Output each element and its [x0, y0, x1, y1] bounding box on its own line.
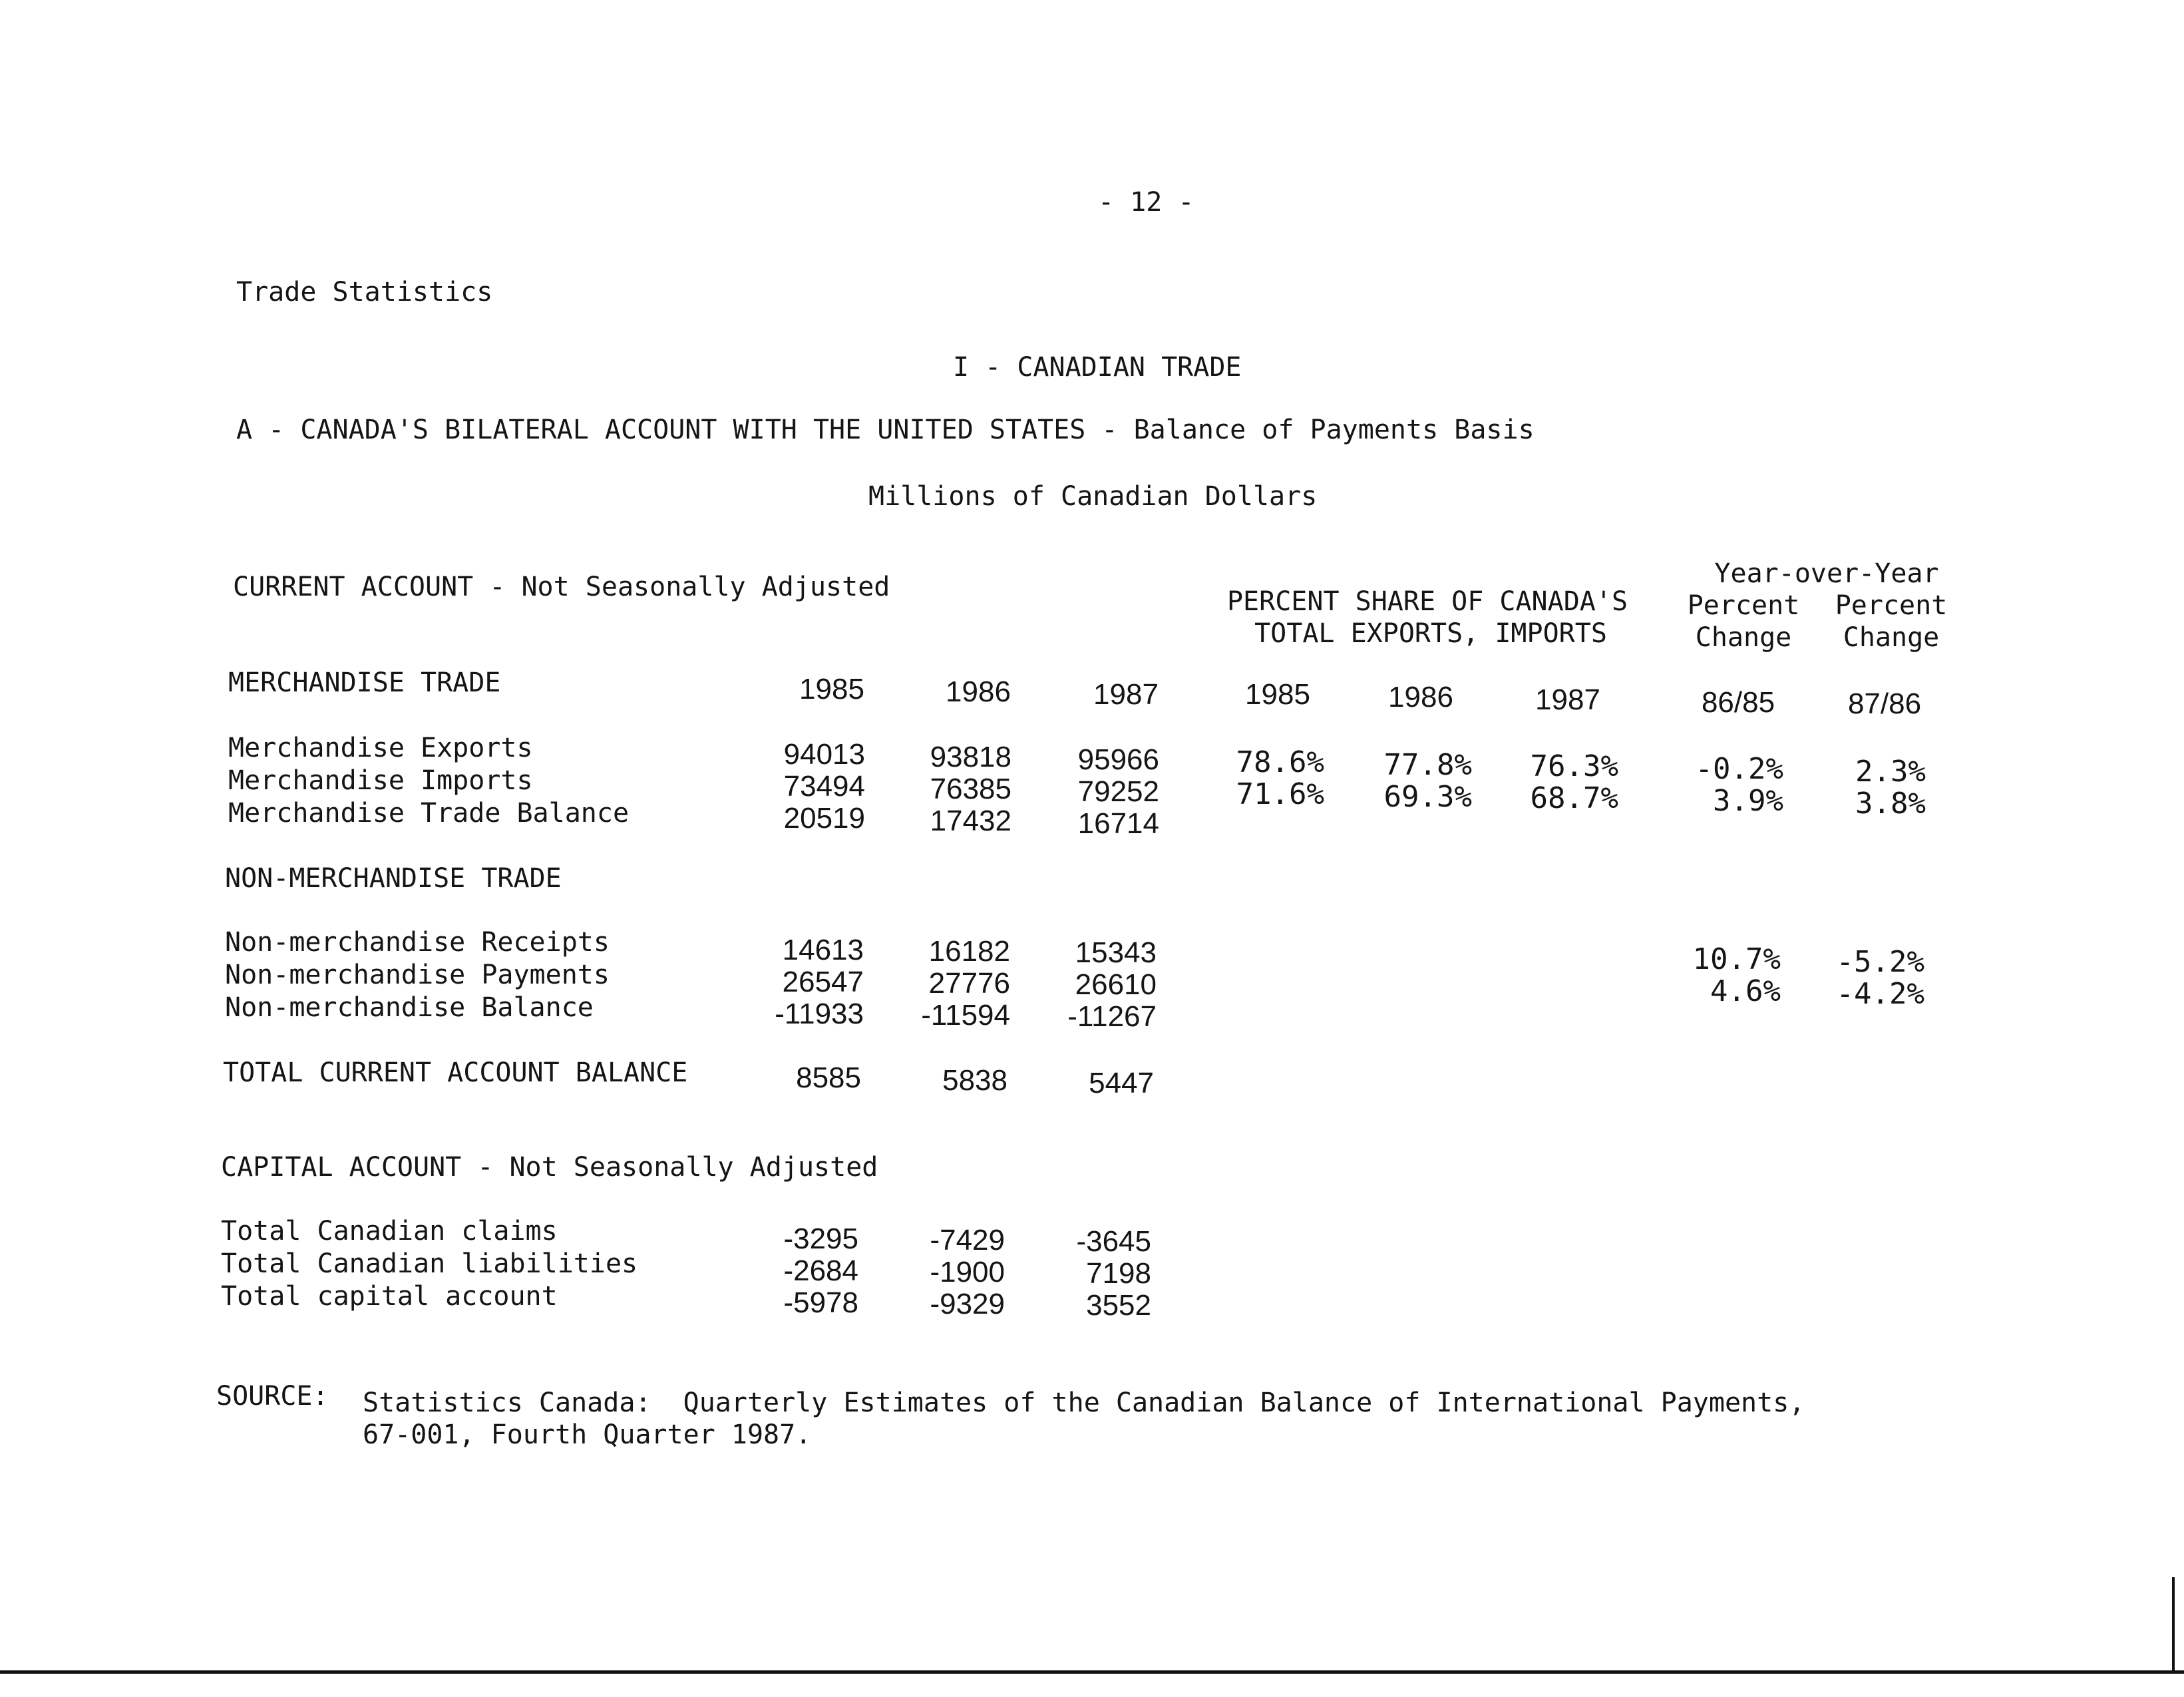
change-exports-87-86: 2.3%	[1855, 755, 1926, 789]
subtitle: A - CANADA'S BILATERAL ACCOUNT WITH THE UNITED STATES - Balance of Payments Basis	[236, 415, 1535, 445]
nonmerch-payments-1985: 26547	[782, 966, 864, 998]
merch-imports-1987: 79252	[1077, 775, 1159, 808]
capital-total-1986: -9329	[930, 1288, 1005, 1320]
year-header-1987: 1987	[1093, 678, 1159, 711]
share-exports-1985: 78.6%	[1236, 745, 1324, 779]
merch-balance-1986: 17432	[930, 805, 1011, 837]
merch-balance-1985: 20519	[783, 802, 865, 835]
main-title: I - CANADIAN TRADE	[953, 352, 1242, 383]
pct-change-87-86-line1: Percent	[1835, 590, 1948, 621]
merch-exports-1987: 95966	[1077, 743, 1159, 776]
capital-liabilities-1986: -1900	[930, 1256, 1005, 1288]
nonmerch-receipts-1985: 14613	[782, 934, 864, 966]
source-line2: 67-001, Fourth Quarter 1987.	[363, 1419, 812, 1450]
nonmerch-balance-1986: -11594	[921, 999, 1010, 1032]
merch-exports-1985: 94013	[783, 738, 865, 771]
row-label-merchandise-trade-balance: Merchandise Trade Balance	[228, 798, 630, 829]
capital-liabilities-1987: 7198	[1086, 1257, 1151, 1290]
page-number: - 12 -	[1098, 187, 1194, 218]
merch-exports-1986: 93818	[930, 741, 1011, 773]
capital-claims-1987: -3645	[1076, 1225, 1151, 1258]
change-payments-86-85: 4.6%	[1710, 974, 1781, 1008]
share-header-line2: TOTAL EXPORTS, IMPORTS	[1254, 618, 1607, 649]
merchandise-trade-heading: MERCHANDISE TRADE	[228, 667, 501, 698]
row-label-merchandise-imports: Merchandise Imports	[228, 765, 533, 796]
row-label-non-merchandise-balance: Non-merchandise Balance	[225, 992, 594, 1023]
nonmerch-receipts-1986: 16182	[928, 935, 1010, 968]
merch-balance-1987: 16714	[1077, 807, 1159, 840]
row-label-merchandise-exports: Merchandise Exports	[228, 733, 533, 763]
non-merchandise-trade-heading: NON-MERCHANDISE TRADE	[225, 863, 562, 894]
nonmerch-balance-1987: -11267	[1067, 1000, 1157, 1033]
merch-imports-1986: 76385	[930, 773, 1011, 805]
current-account-heading: CURRENT ACCOUNT - Not Seasonally Adjusted	[233, 572, 890, 602]
source-line1: Statistics Canada: Quarterly Estimates of the Canadian Balance of International Payments,	[363, 1388, 1805, 1418]
units-label: Millions of Canadian Dollars	[868, 481, 1318, 512]
capital-liabilities-1985: -2684	[783, 1254, 858, 1287]
total-current-1987: 5447	[1089, 1067, 1154, 1099]
change-period-86-85: 86/85	[1701, 686, 1775, 719]
change-receipts-87-86: -5.2%	[1836, 945, 1924, 979]
capital-total-1987: 3552	[1086, 1289, 1151, 1322]
nonmerch-balance-1985: -11933	[775, 998, 864, 1030]
share-year-1986: 1986	[1388, 681, 1453, 713]
share-imports-1986: 69.3%	[1383, 780, 1472, 814]
capital-claims-1985: -3295	[783, 1223, 858, 1255]
bottom-edge-line	[0, 1670, 2184, 1674]
nonmerch-payments-1987: 26610	[1075, 968, 1157, 1001]
nonmerch-payments-1986: 27776	[928, 967, 1010, 1000]
total-current-1986: 5838	[942, 1064, 1007, 1097]
section-label: Trade Statistics	[236, 277, 493, 307]
share-imports-1987: 68.7%	[1530, 781, 1618, 815]
source-label: SOURCE:	[216, 1381, 329, 1412]
pct-change-86-85-line2: Change	[1695, 622, 1792, 653]
pct-change-86-85-line1: Percent	[1687, 590, 1800, 621]
row-label-non-merchandise-receipts: Non-merchandise Receipts	[225, 927, 610, 958]
share-year-1987: 1987	[1535, 683, 1600, 716]
change-imports-87-86: 3.8%	[1855, 787, 1926, 821]
row-label-non-merchandise-payments: Non-merchandise Payments	[225, 960, 610, 990]
change-period-87-86: 87/86	[1847, 687, 1922, 720]
row-label-total-canadian-liabilities: Total Canadian liabilities	[221, 1248, 638, 1279]
change-receipts-86-85: 10.7%	[1692, 942, 1781, 976]
change-imports-86-85: 3.9%	[1713, 784, 1783, 818]
capital-total-1985: -5978	[783, 1286, 858, 1319]
total-current-1985: 8585	[796, 1061, 861, 1094]
share-exports-1987: 76.3%	[1530, 749, 1618, 783]
row-label-total-canadian-claims: Total Canadian claims	[221, 1216, 558, 1246]
change-exports-86-85: -0.2%	[1695, 752, 1783, 786]
share-imports-1985: 71.6%	[1236, 777, 1324, 811]
yoy-header: Year-over-Year	[1714, 558, 1939, 589]
share-exports-1986: 77.8%	[1383, 748, 1472, 782]
row-label-total-current-account-balance: TOTAL CURRENT ACCOUNT BALANCE	[223, 1057, 688, 1088]
right-edge-line	[2172, 1577, 2175, 1674]
capital-claims-1986: -7429	[930, 1224, 1005, 1256]
capital-account-heading: CAPITAL ACCOUNT - Not Seasonally Adjusted	[221, 1152, 878, 1183]
year-header-1985: 1985	[799, 673, 864, 705]
change-payments-87-86: -4.2%	[1836, 977, 1924, 1011]
year-header-1986: 1986	[946, 675, 1011, 708]
merch-imports-1985: 73494	[783, 770, 865, 803]
pct-change-87-86-line2: Change	[1843, 622, 1940, 653]
share-header-line1: PERCENT SHARE OF CANADA'S	[1226, 586, 1628, 617]
row-label-total-capital-account: Total capital account	[221, 1281, 558, 1312]
nonmerch-receipts-1987: 15343	[1075, 936, 1157, 969]
share-year-1985: 1985	[1245, 678, 1310, 711]
